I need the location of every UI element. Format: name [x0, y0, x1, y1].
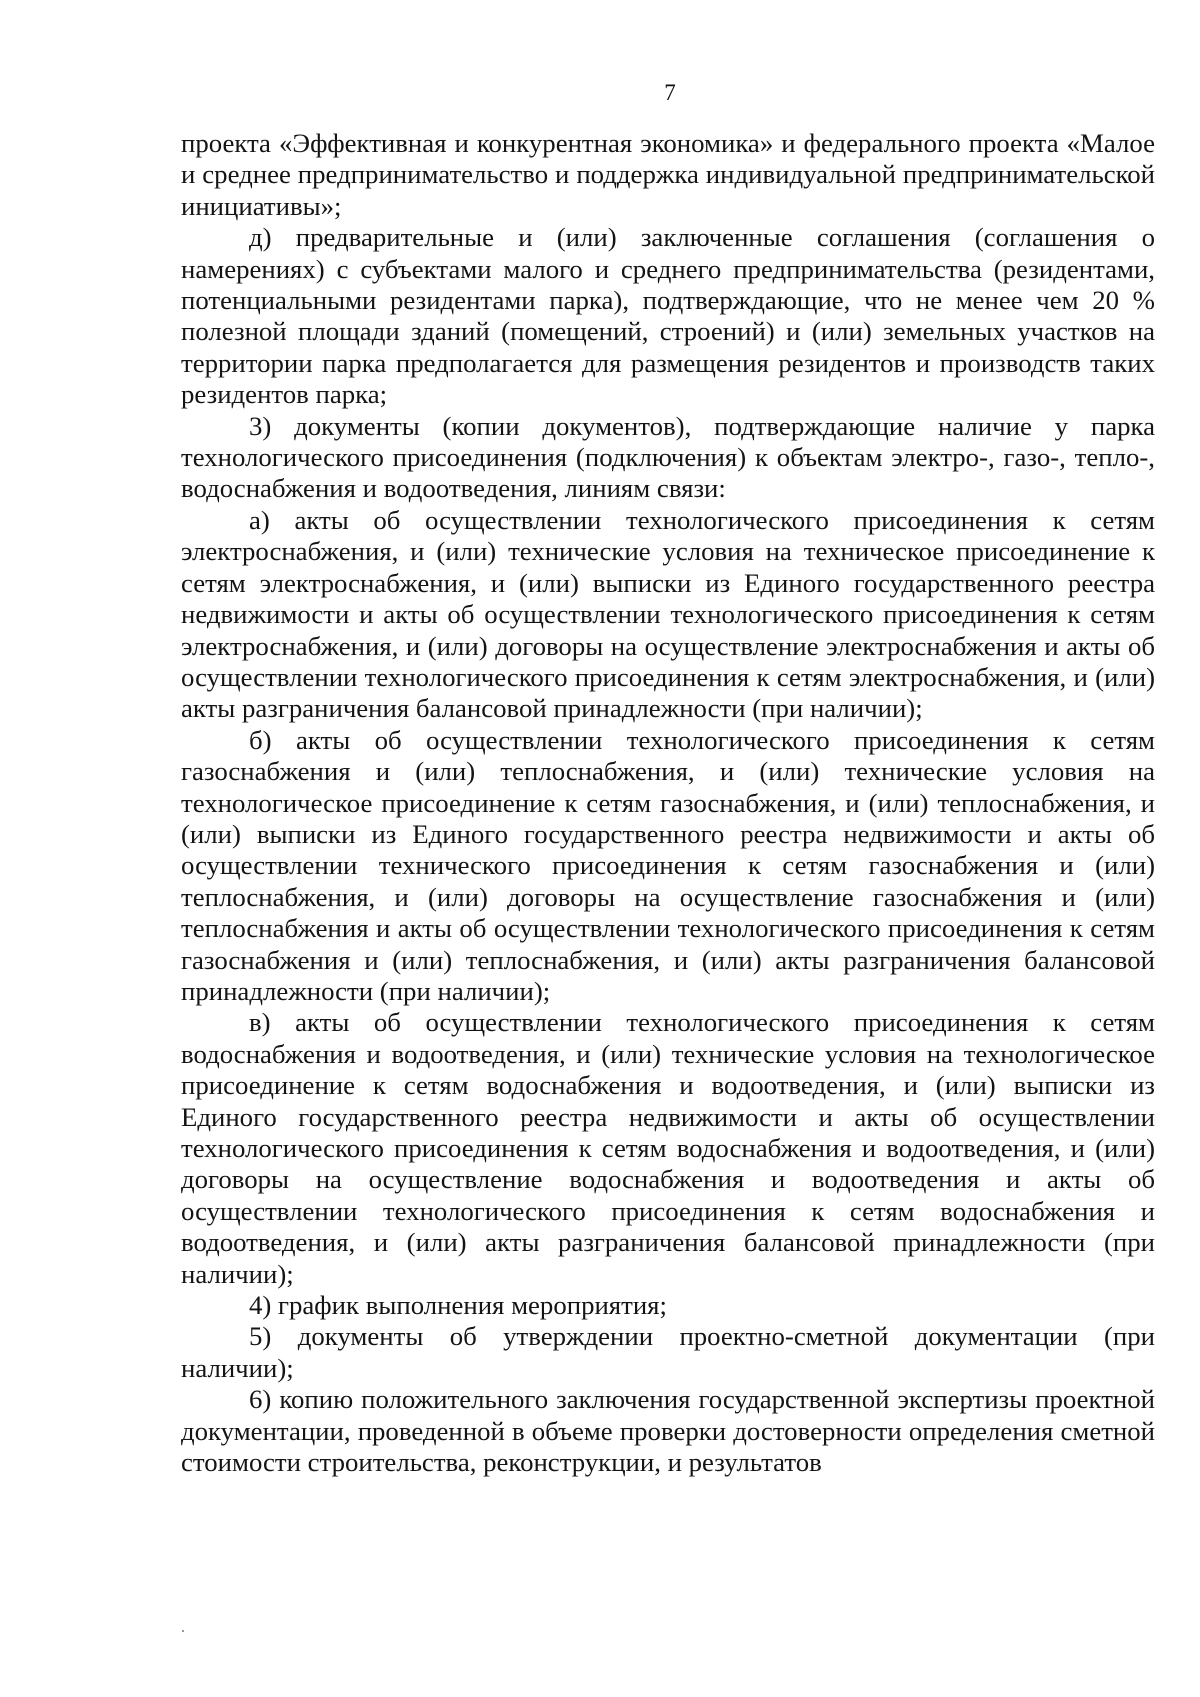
paragraph-item-v: в) акты об осуществлении технологического присоединения к сетям водоснабжения и водоотведения, и (или) технические условия на технологическое присоединение к сетям водоснабжения и водоотведения, и (или) выписки из Единого государственного реестра недвижимости и акты об осуществлении технологического присоединения к сетям водоснабжения и водоотведения, и (или) договоры на осуществление водоснабжения и водоотведения и акты об осуществлении технологического присоединения к сетям водоснабжения и водоотведения, и (или) акты разграничения балансовой принадлежности (при наличии);	[181, 1007, 1155, 1289]
paragraph-item-b: б) акты об осуществлении технологического присоединения к сетям газоснабжения и (или) теплоснабжения, и (или) технические условия на технологическое присоединение к сетям газоснабжения, и (или) теплоснабжения, и (или) выписки из Единого государственного реестра недвижимости и акты об осуществлении технического присоединения к сетям газоснабжения и (или) теплоснабжения, и (или) договоры на осуществление газоснабжения и (или) теплоснабжения и акты об осуществлении технологического присоединения к сетям газоснабжения и (или) теплоснабжения, и (или) акты разграничения балансовой принадлежности (при наличии);	[181, 724, 1155, 1006]
paragraph-item-4: 4) график выполнения мероприятия;	[249, 1290, 667, 1321]
paragraph-item-6: 6) копию положительного заключения государственной экспертизы проектной документации, проведенной в объеме проверки достоверности определения сметной стоимости строительства, реконструкции, и результатов	[181, 1384, 1155, 1478]
paragraph-item-d: д) предварительные и (или) заключенные соглашения (соглашения о намерениях) с субъектами малого и среднего предпринимательства (резидентами, потенциальными резидентами парка), подтверждающие, что не менее чем 20 % полезной площади зданий (помещений, строений) и (или) земельных участков на территории парка предполагается для размещения резидентов и производств таких резидентов парка;	[181, 222, 1155, 410]
page-number: 7	[664, 80, 676, 105]
paragraph-continuation: проекта «Эффективная и конкурентная экономика» и федерального проекта «Малое и среднее предпринимательство и поддержка индивидуальной предпринимательской инициативы»;	[181, 128, 1155, 221]
paragraph-item-3: 3) документы (копии документов), подтверждающие наличие у парка технологического присоединения (подключения) к объектам электро-, газо-, тепло-, водоснабжения и водоотведения, линиям связи:	[181, 410, 1155, 504]
scan-speck	[182, 1630, 184, 1632]
paragraph-item-a: а) акты об осуществлении технологического присоединения к сетям электроснабжения, и (или) технические условия на техническое присоединение к сетям электроснабжения, и (или) выписки из Единого государственного реестра недвижимости и акты об осуществлении технологического присоединения к сетям электроснабжения, и (или) договоры на осуществление электроснабжения и акты об осуществлении технологического присоединения к сетям электроснабжения, и (или) акты разграничения балансовой принадлежности (при наличии);	[181, 504, 1155, 724]
paragraph-item-5: 5) документы об утверждении проектно-сметной документации (при наличии);	[181, 1321, 1155, 1383]
document-body	[181, 128, 1155, 1478]
